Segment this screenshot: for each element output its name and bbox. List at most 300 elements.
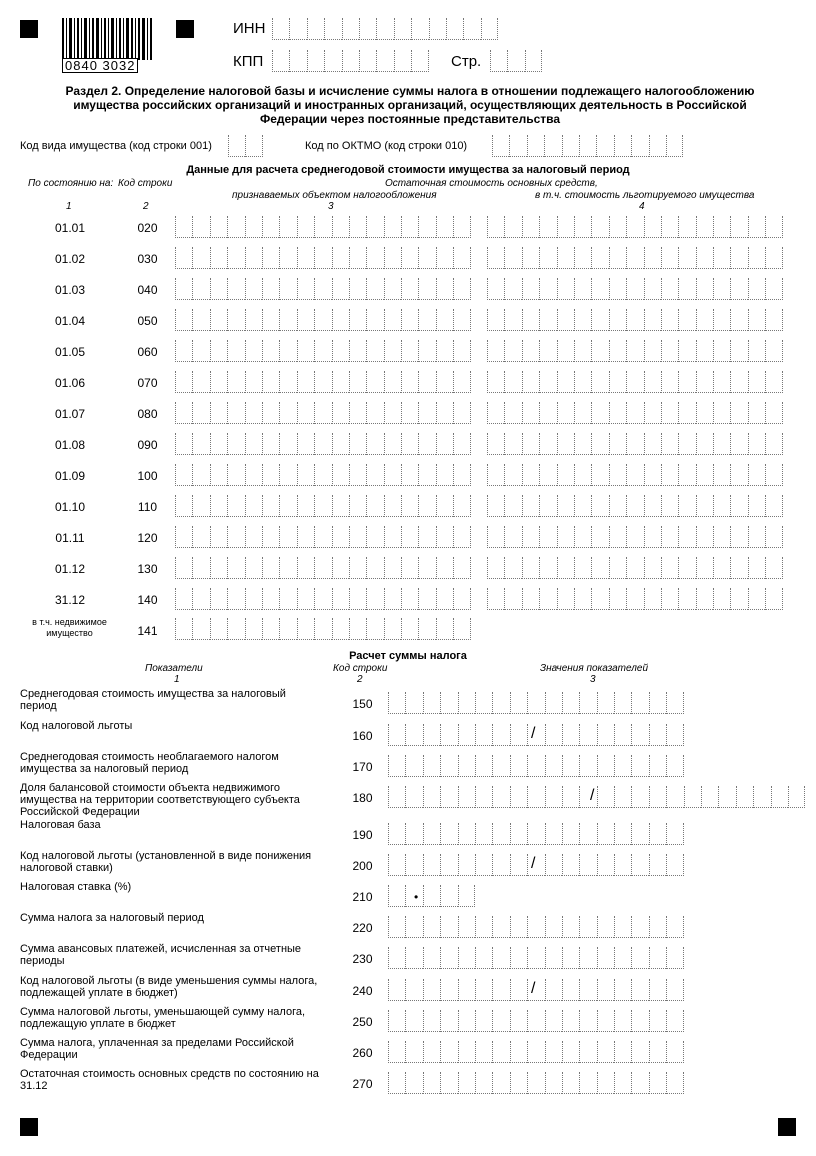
input-cell[interactable] — [626, 309, 643, 331]
input-cell[interactable] — [574, 588, 591, 610]
input-cell[interactable] — [405, 1072, 422, 1094]
input-cell[interactable] — [748, 371, 765, 393]
input-cell[interactable] — [765, 526, 782, 548]
input-cell[interactable] — [307, 18, 324, 40]
input-cell[interactable] — [405, 1041, 422, 1063]
input-cell[interactable] — [644, 340, 661, 362]
input-cell[interactable] — [574, 371, 591, 393]
input-cell[interactable] — [332, 495, 349, 517]
input-cell[interactable] — [748, 402, 765, 424]
input-cell[interactable] — [510, 755, 527, 777]
input-cell[interactable] — [487, 309, 504, 331]
input-cell[interactable] — [696, 402, 713, 424]
input-cell[interactable] — [227, 526, 244, 548]
input-cell[interactable] — [245, 309, 262, 331]
input-cell[interactable] — [192, 371, 209, 393]
input-cell[interactable] — [626, 371, 643, 393]
input-cell[interactable] — [666, 724, 683, 746]
input-cell[interactable] — [765, 216, 782, 238]
input-cell[interactable] — [436, 526, 453, 548]
input-cell[interactable] — [579, 755, 596, 777]
input-cell[interactable] — [522, 526, 539, 548]
input-cell[interactable] — [539, 278, 556, 300]
input-cell[interactable] — [418, 309, 435, 331]
input-cell[interactable] — [678, 557, 695, 579]
input-cell[interactable] — [574, 247, 591, 269]
input-cell[interactable] — [748, 278, 765, 300]
input-cell[interactable] — [418, 340, 435, 362]
input-cell[interactable] — [562, 979, 579, 1001]
input-cell[interactable] — [527, 135, 544, 157]
input-cell[interactable] — [678, 247, 695, 269]
input-cell[interactable] — [436, 557, 453, 579]
input-cell[interactable] — [262, 526, 279, 548]
input-cell[interactable] — [401, 278, 418, 300]
input-cell[interactable] — [436, 618, 453, 640]
input-cell[interactable] — [557, 433, 574, 455]
input-cell[interactable] — [418, 433, 435, 455]
input-cell[interactable] — [748, 557, 765, 579]
input-cell[interactable] — [349, 557, 366, 579]
input-cell[interactable] — [411, 18, 428, 40]
input-cell[interactable] — [423, 916, 440, 938]
input-cell[interactable] — [279, 340, 296, 362]
input-cell[interactable] — [245, 526, 262, 548]
input-cell[interactable] — [314, 618, 331, 640]
input-cell[interactable] — [423, 885, 440, 907]
input-cell[interactable] — [730, 247, 747, 269]
input-cell[interactable] — [332, 433, 349, 455]
input-cell[interactable] — [713, 216, 730, 238]
input-cell[interactable] — [765, 340, 782, 362]
input-cell[interactable] — [384, 526, 401, 548]
input-cell[interactable] — [436, 247, 453, 269]
input-cell[interactable] — [522, 557, 539, 579]
input-cell[interactable] — [366, 433, 383, 455]
input-cell[interactable] — [423, 947, 440, 969]
input-cell[interactable] — [557, 402, 574, 424]
input-cell[interactable] — [579, 1010, 596, 1032]
input-cell[interactable] — [579, 1072, 596, 1094]
input-cell[interactable] — [458, 823, 475, 845]
input-cell[interactable] — [644, 433, 661, 455]
input-cell[interactable] — [661, 340, 678, 362]
input-cell[interactable] — [765, 433, 782, 455]
input-cell[interactable] — [579, 947, 596, 969]
input-cell[interactable] — [666, 692, 683, 714]
input-cell[interactable] — [696, 309, 713, 331]
input-cell[interactable] — [649, 854, 666, 876]
input-cell[interactable] — [475, 823, 492, 845]
input-cell[interactable] — [314, 216, 331, 238]
input-cell[interactable] — [440, 885, 457, 907]
residual-value-field[interactable] — [175, 340, 471, 362]
input-cell[interactable] — [440, 979, 457, 1001]
input-cell[interactable] — [458, 947, 475, 969]
input-cell[interactable] — [661, 247, 678, 269]
real-estate-field[interactable] — [175, 618, 471, 640]
input-cell[interactable] — [349, 278, 366, 300]
input-cell[interactable] — [210, 557, 227, 579]
input-cell[interactable] — [545, 1072, 562, 1094]
input-cell[interactable] — [366, 247, 383, 269]
input-cell[interactable] — [510, 854, 527, 876]
input-cell[interactable] — [227, 495, 244, 517]
input-cell[interactable] — [609, 495, 626, 517]
exempt-value-field[interactable] — [487, 557, 783, 579]
input-cell[interactable] — [644, 309, 661, 331]
input-cell[interactable] — [175, 588, 192, 610]
input-cell[interactable] — [527, 823, 544, 845]
input-cell[interactable] — [614, 135, 631, 157]
input-cell[interactable] — [666, 979, 683, 1001]
input-cell[interactable] — [279, 557, 296, 579]
input-cell[interactable] — [678, 433, 695, 455]
input-cell[interactable] — [436, 371, 453, 393]
input-cell[interactable] — [440, 786, 457, 808]
input-cell[interactable] — [192, 433, 209, 455]
input-cell[interactable] — [210, 371, 227, 393]
input-cell[interactable] — [418, 464, 435, 486]
input-cell[interactable] — [366, 618, 383, 640]
input-cell[interactable] — [192, 216, 209, 238]
input-cell[interactable] — [245, 247, 262, 269]
input-cell[interactable] — [245, 340, 262, 362]
input-cell[interactable] — [666, 1072, 683, 1094]
input-cell[interactable] — [522, 247, 539, 269]
input-cell[interactable] — [557, 216, 574, 238]
input-cell[interactable] — [349, 371, 366, 393]
input-cell[interactable] — [661, 309, 678, 331]
exempt-value-field[interactable] — [487, 588, 783, 610]
input-cell[interactable] — [349, 464, 366, 486]
input-cell[interactable] — [562, 1072, 579, 1094]
input-cell[interactable] — [713, 278, 730, 300]
input-cell[interactable] — [504, 309, 521, 331]
input-cell[interactable] — [349, 618, 366, 640]
input-cell[interactable] — [678, 495, 695, 517]
input-cell[interactable] — [626, 557, 643, 579]
input-cell[interactable] — [713, 247, 730, 269]
input-cell[interactable] — [631, 1010, 648, 1032]
input-cell[interactable] — [609, 526, 626, 548]
input-cell[interactable] — [696, 588, 713, 610]
input-cell[interactable] — [453, 433, 470, 455]
input-cell[interactable] — [562, 1010, 579, 1032]
input-cell[interactable] — [597, 854, 614, 876]
input-cell[interactable] — [175, 247, 192, 269]
input-cell[interactable] — [591, 402, 608, 424]
input-cell[interactable] — [349, 588, 366, 610]
input-cell[interactable] — [436, 495, 453, 517]
input-cell[interactable] — [332, 340, 349, 362]
input-cell[interactable] — [492, 786, 509, 808]
input-cell[interactable] — [504, 340, 521, 362]
input-cell[interactable] — [525, 50, 542, 72]
input-cell[interactable] — [765, 278, 782, 300]
input-cell[interactable] — [649, 947, 666, 969]
input-cell[interactable] — [492, 854, 509, 876]
input-cell[interactable] — [510, 916, 527, 938]
input-cell[interactable] — [539, 588, 556, 610]
input-cell[interactable] — [332, 557, 349, 579]
input-cell[interactable] — [401, 247, 418, 269]
input-cell[interactable] — [175, 340, 192, 362]
input-cell[interactable] — [539, 340, 556, 362]
input-cell[interactable] — [262, 371, 279, 393]
input-cell[interactable] — [192, 278, 209, 300]
input-cell[interactable] — [401, 618, 418, 640]
input-cell[interactable] — [210, 464, 227, 486]
input-cell[interactable] — [527, 786, 544, 808]
input-cell[interactable] — [366, 526, 383, 548]
input-cell[interactable] — [631, 786, 648, 808]
input-cell[interactable] — [388, 724, 405, 746]
input-cell[interactable] — [527, 947, 544, 969]
input-cell[interactable] — [748, 216, 765, 238]
input-cell[interactable] — [429, 18, 446, 40]
input-cell[interactable] — [545, 1041, 562, 1063]
input-cell[interactable] — [713, 402, 730, 424]
input-cell[interactable] — [644, 526, 661, 548]
input-cell[interactable] — [487, 433, 504, 455]
input-cell[interactable] — [262, 247, 279, 269]
input-cell[interactable] — [527, 916, 544, 938]
input-cell[interactable] — [596, 135, 613, 157]
input-cell[interactable] — [730, 340, 747, 362]
input-cell[interactable] — [510, 786, 527, 808]
input-cell[interactable] — [401, 464, 418, 486]
input-cell[interactable] — [366, 557, 383, 579]
input-cell[interactable] — [245, 495, 262, 517]
input-cell[interactable] — [730, 526, 747, 548]
input-cell[interactable] — [631, 135, 648, 157]
input-cell[interactable] — [492, 724, 509, 746]
input-cell[interactable] — [748, 526, 765, 548]
input-cell[interactable] — [614, 692, 631, 714]
input-cell[interactable] — [475, 1041, 492, 1063]
input-cell[interactable] — [661, 588, 678, 610]
input-cell[interactable] — [453, 216, 470, 238]
input-cell[interactable] — [279, 433, 296, 455]
input-cell[interactable] — [401, 557, 418, 579]
input-cell[interactable] — [730, 309, 747, 331]
input-cell[interactable] — [297, 557, 314, 579]
input-cell[interactable] — [696, 495, 713, 517]
exempt-value-field[interactable] — [487, 495, 783, 517]
input-cell[interactable] — [492, 1010, 509, 1032]
input-cell[interactable] — [475, 1010, 492, 1032]
residual-value-field[interactable] — [175, 526, 471, 548]
input-cell[interactable] — [713, 464, 730, 486]
input-cell[interactable] — [545, 1010, 562, 1032]
indicator-value-field[interactable] — [388, 916, 684, 938]
input-cell[interactable] — [405, 724, 422, 746]
input-cell[interactable] — [522, 309, 539, 331]
input-cell[interactable] — [539, 495, 556, 517]
input-cell[interactable] — [175, 464, 192, 486]
input-cell[interactable] — [210, 495, 227, 517]
input-cell[interactable] — [324, 18, 341, 40]
input-cell[interactable] — [597, 692, 614, 714]
input-cell[interactable] — [279, 526, 296, 548]
input-cell[interactable] — [423, 823, 440, 845]
input-cell[interactable] — [297, 371, 314, 393]
input-cell[interactable] — [678, 340, 695, 362]
indicator-value-field[interactable] — [388, 786, 805, 808]
input-cell[interactable] — [405, 979, 422, 1001]
input-cell[interactable] — [678, 309, 695, 331]
input-cell[interactable] — [684, 786, 701, 808]
input-cell[interactable] — [440, 947, 457, 969]
input-cell[interactable] — [359, 50, 376, 72]
input-cell[interactable] — [649, 135, 666, 157]
input-cell[interactable] — [504, 464, 521, 486]
input-cell[interactable] — [609, 464, 626, 486]
input-cell[interactable] — [666, 755, 683, 777]
input-cell[interactable] — [492, 916, 509, 938]
input-cell[interactable] — [730, 464, 747, 486]
input-cell[interactable] — [436, 309, 453, 331]
input-cell[interactable] — [504, 433, 521, 455]
input-cell[interactable] — [227, 247, 244, 269]
input-cell[interactable] — [349, 495, 366, 517]
input-cell[interactable] — [661, 526, 678, 548]
input-cell[interactable] — [644, 464, 661, 486]
input-cell[interactable] — [324, 50, 341, 72]
input-cell[interactable] — [458, 854, 475, 876]
indicator-value-field[interactable] — [388, 1010, 684, 1032]
input-cell[interactable] — [453, 495, 470, 517]
input-cell[interactable] — [440, 692, 457, 714]
input-cell[interactable] — [401, 309, 418, 331]
input-cell[interactable] — [405, 823, 422, 845]
input-cell[interactable] — [418, 495, 435, 517]
input-cell[interactable] — [678, 278, 695, 300]
input-cell[interactable] — [297, 495, 314, 517]
residual-value-field[interactable] — [175, 216, 471, 238]
input-cell[interactable] — [748, 588, 765, 610]
input-cell[interactable] — [510, 692, 527, 714]
input-cell[interactable] — [175, 278, 192, 300]
input-cell[interactable] — [405, 854, 422, 876]
input-cell[interactable] — [332, 402, 349, 424]
property-type-field[interactable] — [228, 135, 263, 157]
input-cell[interactable] — [527, 1072, 544, 1094]
input-cell[interactable] — [418, 216, 435, 238]
input-cell[interactable] — [297, 618, 314, 640]
input-cell[interactable] — [510, 947, 527, 969]
input-cell[interactable] — [384, 557, 401, 579]
input-cell[interactable] — [405, 916, 422, 938]
input-cell[interactable] — [272, 50, 289, 72]
input-cell[interactable] — [297, 588, 314, 610]
input-cell[interactable] — [545, 724, 562, 746]
exempt-value-field[interactable] — [487, 216, 783, 238]
input-cell[interactable] — [591, 495, 608, 517]
input-cell[interactable] — [175, 557, 192, 579]
input-cell[interactable] — [527, 979, 544, 1001]
input-cell[interactable] — [626, 588, 643, 610]
input-cell[interactable] — [545, 979, 562, 1001]
input-cell[interactable] — [436, 433, 453, 455]
input-cell[interactable] — [649, 823, 666, 845]
input-cell[interactable] — [614, 823, 631, 845]
input-cell[interactable] — [649, 755, 666, 777]
input-cell[interactable] — [332, 371, 349, 393]
input-cell[interactable] — [579, 854, 596, 876]
input-cell[interactable] — [631, 854, 648, 876]
input-cell[interactable] — [401, 526, 418, 548]
input-cell[interactable] — [405, 947, 422, 969]
input-cell[interactable] — [245, 464, 262, 486]
input-cell[interactable] — [696, 433, 713, 455]
input-cell[interactable] — [192, 464, 209, 486]
input-cell[interactable] — [591, 464, 608, 486]
input-cell[interactable] — [475, 1072, 492, 1094]
input-cell[interactable] — [492, 692, 509, 714]
input-cell[interactable] — [510, 823, 527, 845]
input-cell[interactable] — [262, 464, 279, 486]
input-cell[interactable] — [418, 588, 435, 610]
input-cell[interactable] — [349, 526, 366, 548]
input-cell[interactable] — [487, 526, 504, 548]
input-cell[interactable] — [349, 340, 366, 362]
input-cell[interactable] — [175, 618, 192, 640]
input-cell[interactable] — [262, 340, 279, 362]
input-cell[interactable] — [492, 135, 509, 157]
input-cell[interactable] — [376, 50, 393, 72]
input-cell[interactable] — [487, 588, 504, 610]
input-cell[interactable] — [487, 371, 504, 393]
input-cell[interactable] — [597, 1041, 614, 1063]
input-cell[interactable] — [458, 916, 475, 938]
input-cell[interactable] — [423, 724, 440, 746]
input-cell[interactable] — [262, 402, 279, 424]
input-cell[interactable] — [458, 979, 475, 1001]
input-cell[interactable] — [614, 724, 631, 746]
input-cell[interactable] — [527, 755, 544, 777]
input-cell[interactable] — [245, 371, 262, 393]
input-cell[interactable] — [713, 309, 730, 331]
input-cell[interactable] — [597, 724, 614, 746]
input-cell[interactable] — [440, 823, 457, 845]
input-cell[interactable] — [644, 557, 661, 579]
exempt-value-field[interactable] — [487, 371, 783, 393]
input-cell[interactable] — [227, 309, 244, 331]
input-cell[interactable] — [401, 433, 418, 455]
input-cell[interactable] — [418, 402, 435, 424]
input-cell[interactable] — [384, 278, 401, 300]
input-cell[interactable] — [210, 340, 227, 362]
input-cell[interactable] — [730, 216, 747, 238]
input-cell[interactable] — [713, 557, 730, 579]
input-cell[interactable] — [574, 495, 591, 517]
input-cell[interactable] — [678, 526, 695, 548]
input-cell[interactable] — [771, 786, 788, 808]
input-cell[interactable] — [262, 278, 279, 300]
input-cell[interactable] — [487, 557, 504, 579]
input-cell[interactable] — [609, 278, 626, 300]
input-cell[interactable] — [609, 309, 626, 331]
input-cell[interactable] — [649, 1041, 666, 1063]
input-cell[interactable] — [227, 618, 244, 640]
input-cell[interactable] — [713, 495, 730, 517]
input-cell[interactable] — [591, 247, 608, 269]
input-cell[interactable] — [487, 464, 504, 486]
input-cell[interactable] — [210, 526, 227, 548]
input-cell[interactable] — [539, 526, 556, 548]
